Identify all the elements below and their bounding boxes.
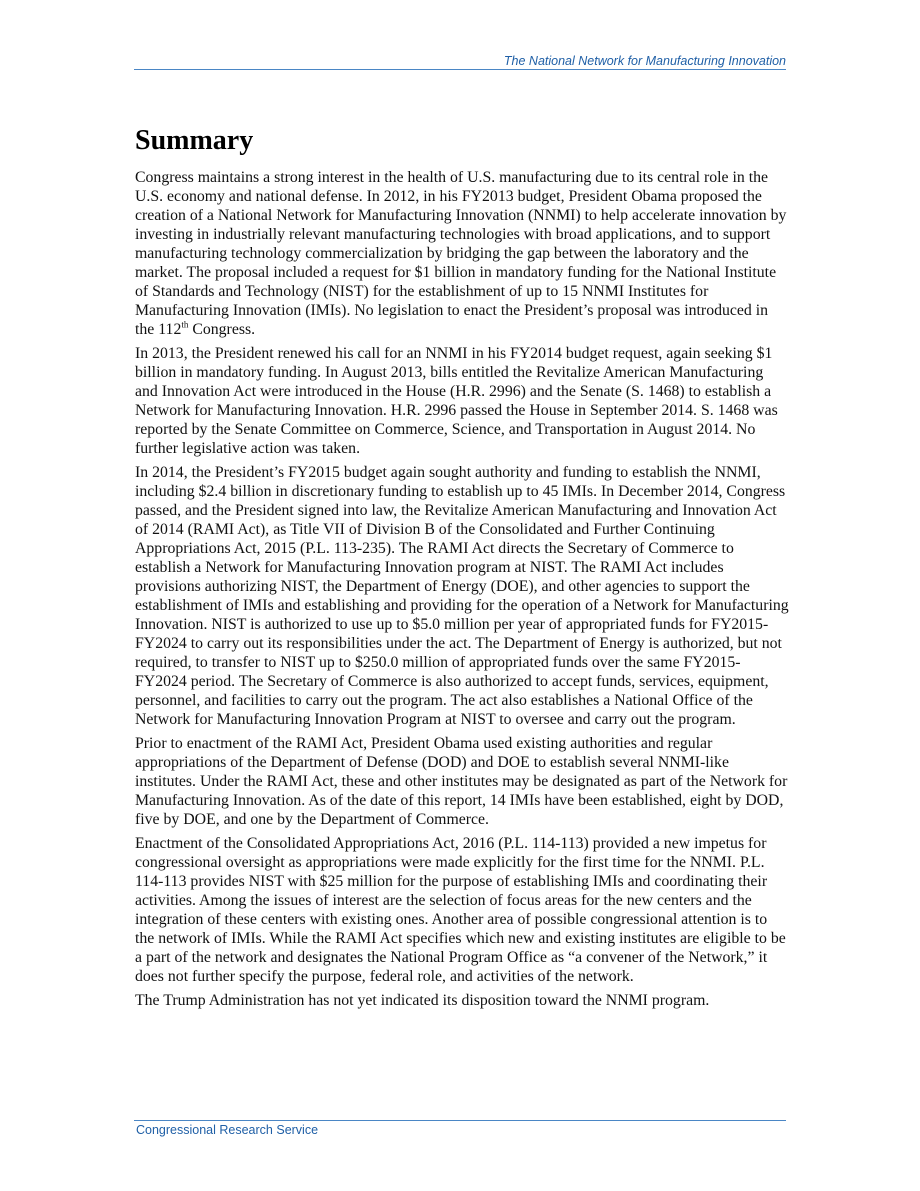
running-header-title: The National Network for Manufacturing Innovation [503,54,786,68]
ordinal-superscript: th [181,319,189,330]
header-divider [134,69,786,70]
page-title: Summary [135,125,254,156]
paragraph-text: Congress maintains a strong interest in the health of U.S. manufacturing due to its central role in the U.S. economy and national defense. In 2012, in his FY2013 budget, President Obama proposed the creation of a National Network for Manufacturing Innovation (NNMI) to help accelerate innovation by investing in industrially relevant manufacturing technologies with broad applications, and to support manufacturing technology commercialization by bridging the gap between the laboratory and the market. The proposal included a request for $1 billion in mandatory funding for the National Institute of Standards and Technology (NIST) for the establishment of up to 15 NNMI Institutes for Manufacturing Innovation (IMIs). No legislation to enact the President’s proposal was introduced in the 112 [135,169,787,338]
footer-source: Congressional Research Service [136,1123,319,1137]
summary-paragraph-3: In 2014, the President’s FY2015 budget again sought authority and funding to establish the NNMI, including $2.4 billion in discretionary funding to establish up to 45 IMIs. In December 2014, Congress passed, and the President signed into law, the Revitalize American Manufacturing and Innovation Act of 2014 (RAMI Act), as Title VII of Division B of the Consolidated and Further Continuing Appropriations Act, 2015 (P.L. 113-235). The RAMI Act directs the Secretary of Commerce to establish a Network for Manufacturing Innovation program at NIST. The RAMI Act includes provisions authorizing NIST, the Department of Energy (DOE), and other agencies to support the establishment of IMIs and establishing and providing for the operation of a Network for Manufacturing Innovation. NIST is authorized to use up to $5.0 million per year of appropriated funds for FY2015-FY2024 to carry out its responsibilities under the act. The Department of Energy is authorized, but not required, to transfer to NIST up to $250.0 million of appropriated funds over the same FY2015-FY2024 period. The Secretary of Commerce is also authorized to accept funds, services, equipment, personnel, and facilities to carry out the program. The act also establishes a National Office of the Network for Manufacturing Innovation Program at NIST to oversee and carry out the program. [135,464,789,728]
summary-paragraph-1 [135,168,789,339]
summary-paragraph-6: The Trump Administration has not yet indicated its disposition toward the NNMI program. [135,992,710,1009]
summary-body [135,168,789,1015]
summary-paragraph-2: In 2013, the President renewed his call for an NNMI in his FY2014 budget request, again seeking $1 billion in mandatory funding. In August 2013, bills entitled the Revitalize American Manufacturing and Innovation Act were introduced in the House (H.R. 2996) and the Senate (S. 1468) to establish a Network for Manufacturing Innovation. H.R. 2996 passed the House in September 2014. S. 1468 was reported by the Senate Committee on Commerce, Science, and Transportation in August 2014. No further legislative action was taken. [135,345,778,457]
summary-paragraph-5: Enactment of the Consolidated Appropriations Act, 2016 (P.L. 114-113) provided a new impetus for congressional oversight as appropriations were made explicitly for the first time for the NNMI. P.L. 114-113 provides NIST with $25 million for the purpose of establishing IMIs and coordinating their activities. Among the issues of interest are the selection of focus areas for the new centers and the integration of these centers with existing ones. Another area of possible congressional attention is to the network of IMIs. While the RAMI Act specifies which new and existing institutes are eligible to be a part of the network and designates the National Program Office as “a convener of the Network,” it does not further specify the purpose, federal role, and activities of the network. [135,835,786,985]
footer-divider [134,1120,786,1121]
paragraph-text-tail: Congress. [188,321,256,338]
summary-paragraph-4: Prior to enactment of the RAMI Act, President Obama used existing authorities and regular appropriations of the Department of Defense (DOD) and DOE to establish several NNMI-like institutes. Under the RAMI Act, these and other institutes may be designated as part of the Network for Manufacturing Innovation. As of the date of this report, 14 IMIs have been established, eight by DOD, five by DOE, and one by the Department of Commerce. [135,735,788,828]
